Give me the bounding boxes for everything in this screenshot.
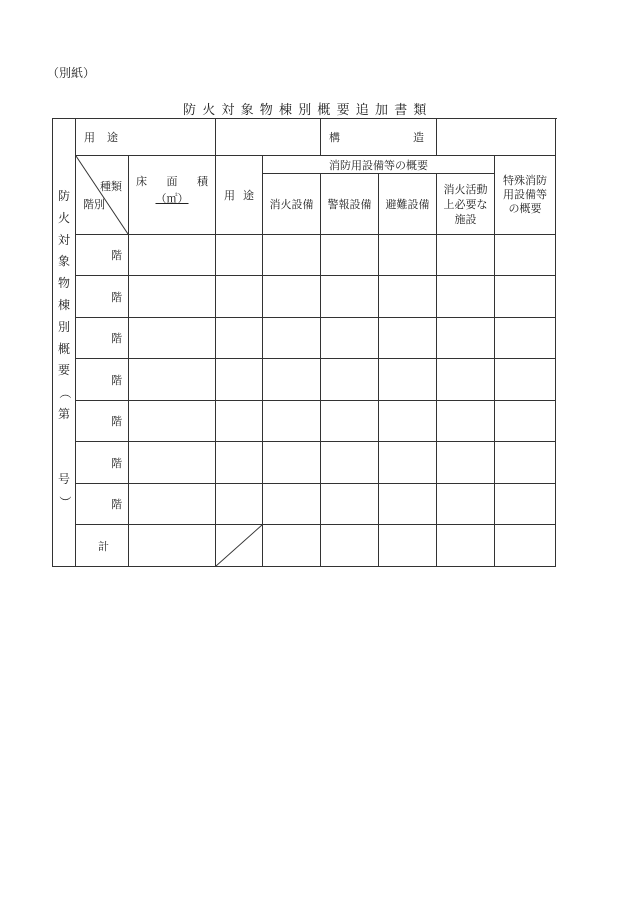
fire-ext-cell[interactable] [263,235,321,276]
usage-header-a: 用 [224,189,235,202]
fire-extinguishing-header: 消火設備 [263,174,321,235]
total-alarm-cell[interactable] [321,525,379,567]
floor-area-cell[interactable] [129,276,216,318]
floor-row-label: 階 [76,484,129,525]
fire-ext-cell[interactable] [263,484,321,525]
floor-row [53,318,556,359]
floor-area-unit: （㎡） [155,191,189,205]
header-row-1 [53,156,556,174]
alarm-cell[interactable] [321,442,379,484]
total-row [53,525,556,567]
side-label-dai: 第 [57,406,70,421]
total-usage-slashed-cell [216,525,263,567]
floor-row-label: 階 [76,359,129,401]
document-title: 防火対象物棟別概要追加書類 [183,103,433,118]
floor-label: 階別 [83,198,105,211]
floor-area-cell[interactable] [129,235,216,276]
structure-label-a: 構 [329,131,340,144]
floor-row-label: 階 [76,442,129,484]
fire-ext-cell[interactable] [263,401,321,442]
total-label: 計 [76,525,129,567]
side-label-char: 別 [57,319,70,334]
floor-row-label: 階 [76,235,129,276]
firefighting-activity-header [437,174,495,235]
usage-label-b: 途 [107,131,118,144]
special-cell[interactable] [495,359,556,401]
activity-line: 上必要な [443,197,488,211]
usage-cell[interactable] [216,484,263,525]
fire-ext-cell[interactable] [263,359,321,401]
special-line: 特殊消防 [503,174,547,187]
total-evacuation-cell[interactable] [379,525,437,567]
activity-line: 施設 [454,212,477,226]
equipment-group-header: 消防用設備等の概要 [263,156,495,174]
activity-cell[interactable] [437,359,495,401]
alarm-cell[interactable] [321,359,379,401]
side-label-char: 概 [57,341,70,356]
fire-ext-cell[interactable] [263,318,321,359]
usage-header [216,156,263,235]
total-fire-ext-cell[interactable] [263,525,321,567]
side-label-char: 対 [57,232,70,247]
special-cell[interactable] [495,276,556,318]
side-label-char: 防 [57,189,70,203]
building-summary-table [52,118,556,567]
alarm-cell[interactable] [321,318,379,359]
evacuation-cell[interactable] [379,401,437,442]
usage-header-b: 途 [243,189,254,202]
alarm-cell[interactable] [321,276,379,318]
floor-row [53,359,556,401]
alarm-cell[interactable] [321,401,379,442]
floor-area-char: 床 [136,174,147,188]
floor-row-label: 階 [76,276,129,318]
evacuation-cell[interactable] [379,235,437,276]
side-label-vertical [53,119,75,512]
activity-cell[interactable] [437,442,495,484]
special-cell[interactable] [495,318,556,359]
floor-row [53,442,556,484]
slash-line [216,525,262,566]
floor-row-label: 階 [76,401,129,442]
evacuation-cell[interactable] [379,484,437,525]
usage-structure-row [53,119,556,156]
floor-area-cell[interactable] [129,401,216,442]
floor-area-char: 面 [166,174,178,188]
total-activity-cell[interactable] [437,525,495,567]
floor-area-header [129,156,216,235]
evacuation-cell[interactable] [379,359,437,401]
activity-cell[interactable] [437,401,495,442]
evacuation-cell[interactable] [379,276,437,318]
activity-cell[interactable] [437,484,495,525]
special-line: 用設備等 [503,188,547,201]
usage-cell[interactable] [216,235,263,276]
floor-row [53,401,556,442]
floor-area-char: 積 [197,174,208,188]
side-label-paren-close: ） [57,495,72,508]
side-label-go: 号 [57,471,70,486]
usage-cell[interactable] [216,442,263,484]
side-label-char: 棟 [57,297,70,312]
special-cell[interactable] [495,484,556,525]
floor-area-cell[interactable] [129,359,216,401]
diagonal-line [76,156,128,234]
floor-row [53,276,556,318]
floor-row [53,235,556,276]
special-equipment-header [495,156,556,235]
total-floor-area-cell[interactable] [129,525,216,567]
evacuation-cell[interactable] [379,442,437,484]
side-label-paren-open: （ [57,387,72,400]
floor-area-cell[interactable] [129,442,216,484]
fire-ext-cell[interactable] [263,442,321,484]
activity-cell[interactable] [437,318,495,359]
attachment-note: （別紙） [47,66,96,80]
usage-cell[interactable] [216,276,263,318]
usage-cell[interactable] [216,359,263,401]
activity-cell[interactable] [437,276,495,318]
alarm-cell[interactable] [321,484,379,525]
usage-cell[interactable] [216,401,263,442]
side-label-char: 火 [57,210,70,225]
kind-label: 種類 [100,180,122,193]
activity-cell[interactable] [437,235,495,276]
side-label-char: 象 [57,254,70,269]
side-label-cell [53,119,76,567]
floor-area-cell[interactable] [129,318,216,359]
side-label-char: 要 [57,363,70,378]
evacuation-cell[interactable] [379,318,437,359]
special-cell[interactable] [495,401,556,442]
floor-row-label: 階 [76,318,129,359]
structure-value-cell[interactable] [437,119,556,156]
structure-label-cell [321,119,437,156]
usage-value-cell[interactable] [216,119,321,156]
side-label-char: 物 [57,276,70,291]
alarm-header: 警報設備 [321,174,379,235]
fire-ext-cell[interactable] [263,276,321,318]
alarm-cell[interactable] [321,235,379,276]
special-cell[interactable] [495,442,556,484]
floor-area-cell[interactable] [129,484,216,525]
usage-label-cell [76,119,216,156]
usage-label-a: 用 [84,131,95,144]
usage-cell[interactable] [216,318,263,359]
kind-floor-diagonal-cell [76,156,129,235]
special-line: の概要 [508,202,542,215]
total-special-cell[interactable] [495,525,556,567]
structure-label-b: 造 [413,131,424,144]
floor-row [53,484,556,525]
special-cell[interactable] [495,235,556,276]
evacuation-header: 避難設備 [379,174,437,235]
activity-line: 消火活動 [443,182,488,196]
